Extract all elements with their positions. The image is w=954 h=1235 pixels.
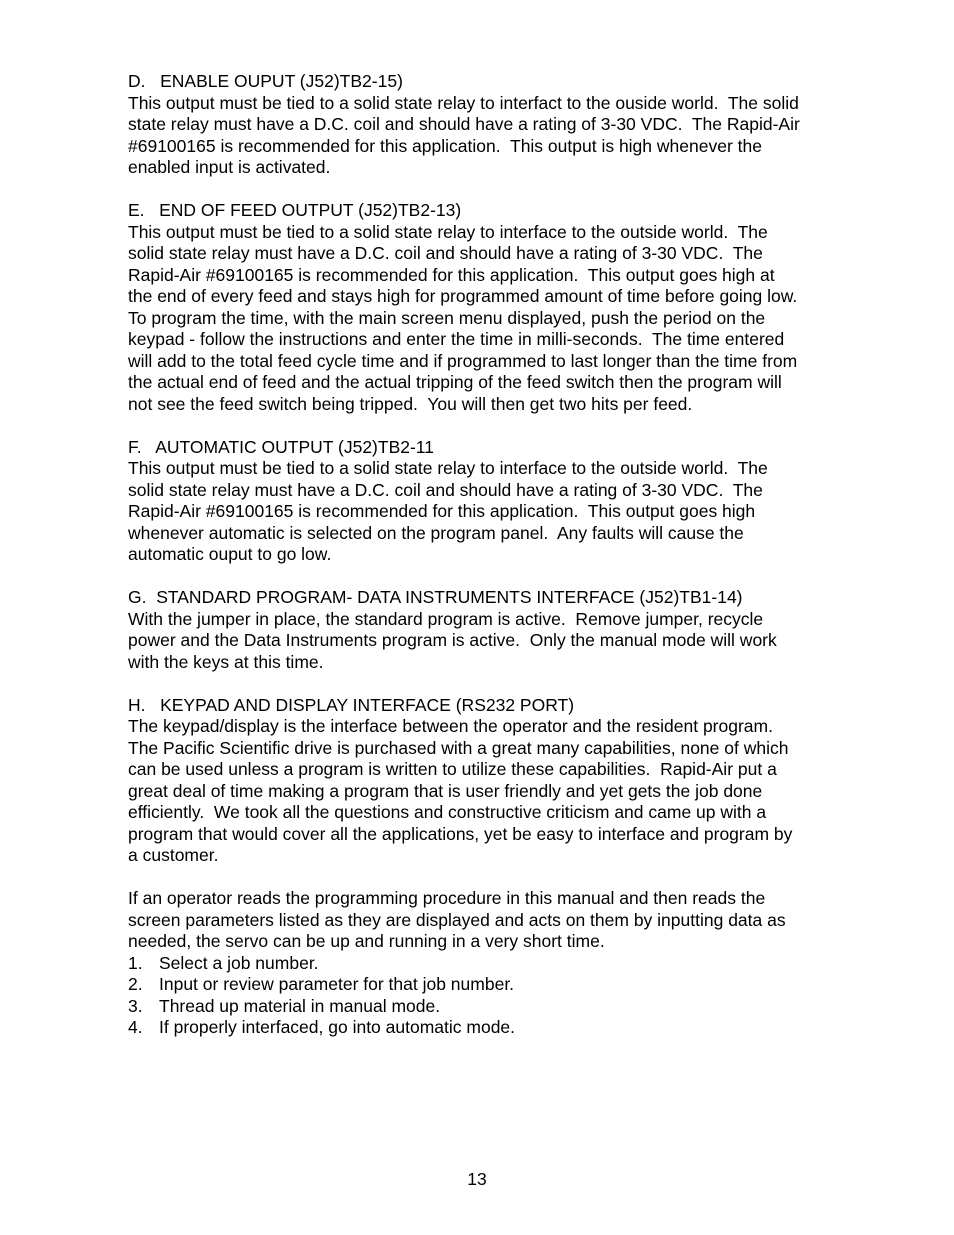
body-line: with the keys at this time. <box>128 651 324 672</box>
section-end-of-feed-output <box>128 200 858 415</box>
body-line: This output must be tied to a solid state relay to interface to the outside world. The <box>128 221 768 242</box>
body-line: needed, the servo can be up and running in a very short time. <box>128 931 605 951</box>
section-standard-program <box>128 587 858 673</box>
body-line: The keypad/display is the interface between the operator and the resident program. <box>128 716 773 736</box>
body-line: the actual end of feed and the actual tripping of the feed switch then the program will <box>128 372 782 392</box>
page-number: 13 <box>467 1169 487 1189</box>
list-item <box>128 1017 858 1039</box>
list-item <box>128 974 858 996</box>
list-item-number: 3. <box>128 995 143 1016</box>
body-line: If an operator reads the programming procedure in this manual and then reads the <box>128 888 766 908</box>
body-line: automatic ouput to go low. <box>128 544 332 564</box>
body-line: state relay must have a D.C. coil and should have a rating of 3-30 VDC. The Rapid-Air <box>128 114 800 134</box>
body-line: not see the feed switch being tripped. You will then get two hits per feed. <box>128 393 693 414</box>
body-line: This output must be tied to a solid state relay to interface to the outside world. The <box>128 458 768 478</box>
section-heading: E. END OF FEED OUTPUT (J52)TB2-13) <box>128 200 462 220</box>
body-line: Rapid-Air #69100165 is recommended for this application. This output goes high <box>128 501 756 521</box>
body-line: #69100165 is recommended for this application. This output is high whenever the <box>128 135 762 156</box>
section-heading: G. STANDARD PROGRAM- DATA INSTRUMENTS INTERFACE (J52)TB1-14) <box>128 587 743 607</box>
body-line: whenever automatic is selected on the program panel. Any faults will cause the <box>128 522 744 543</box>
body-line: With the jumper in place, the standard program is active. Remove jumper, recycle <box>128 608 764 629</box>
section-heading: H. KEYPAD AND DISPLAY INTERFACE (RS232 PORT) <box>128 694 575 715</box>
section-keypad-display-interface <box>128 695 858 867</box>
steps-list <box>128 953 858 1039</box>
list-item-number: 2. <box>128 974 143 994</box>
body-line: great deal of time making a program that is user friendly and yet gets the job done <box>128 780 763 801</box>
section-heading: F. AUTOMATIC OUTPUT (J52)TB2-11 <box>128 436 434 457</box>
list-item-text: Thread up material in manual mode. <box>159 995 441 1016</box>
body-line: This output must be tied to a solid state relay to interfact to the ouside world. The solid <box>128 92 799 113</box>
body-line: solid state relay must have a D.C. coil and should have a rating of 3-30 VDC. The <box>128 243 763 263</box>
body-line: the end of every feed and stays high for programmed amount of time before going low. <box>128 286 798 306</box>
closing-paragraph <box>128 888 858 1039</box>
section-enable-output <box>128 71 858 179</box>
body-line: can be used unless a program is written to utilize these capabilities. Rapid-Air put a <box>128 759 777 779</box>
list-item-number: 4. <box>128 1017 143 1037</box>
body-line: solid state relay must have a D.C. coil and should have a rating of 3-30 VDC. The <box>128 479 763 500</box>
list-item <box>128 996 858 1018</box>
list-item-number: 1. <box>128 952 143 973</box>
section-automatic-output <box>128 437 858 566</box>
body-line: The Pacific Scientific drive is purchased with a great many capabilities, none of which <box>128 737 789 758</box>
body-line: screen parameters listed as they are displayed and acts on them by inputting data as <box>128 909 786 930</box>
body-line: Rapid-Air #69100165 is recommended for this application. This output goes high at <box>128 264 775 285</box>
document-page <box>128 71 858 1060</box>
body-line: power and the Data Instruments program is active. Only the manual mode will work <box>128 630 777 650</box>
body-line: will add to the total feed cycle time and if programmed to last longer than the time from <box>128 350 798 371</box>
body-line: program that would cover all the applications, yet be easy to interface and program by <box>128 823 793 844</box>
list-item-text: Select a job number. <box>159 952 319 973</box>
body-line: keypad - follow the instructions and enter the time in milli-seconds. The time entered <box>128 329 785 349</box>
body-line: efficiently. We took all the questions and constructive criticism and came up with a <box>128 802 767 822</box>
list-item-text: Input or review parameter for that job number. <box>159 974 515 994</box>
body-line: To program the time, with the main screen menu displayed, push the period on the <box>128 307 766 328</box>
list-item <box>128 953 858 975</box>
list-item-text: If properly interfaced, go into automatic mode. <box>159 1017 516 1037</box>
body-line: enabled input is activated. <box>128 157 331 177</box>
section-heading: D. ENABLE OUPUT (J52)TB2-15) <box>128 71 403 91</box>
body-line: a customer. <box>128 845 219 865</box>
